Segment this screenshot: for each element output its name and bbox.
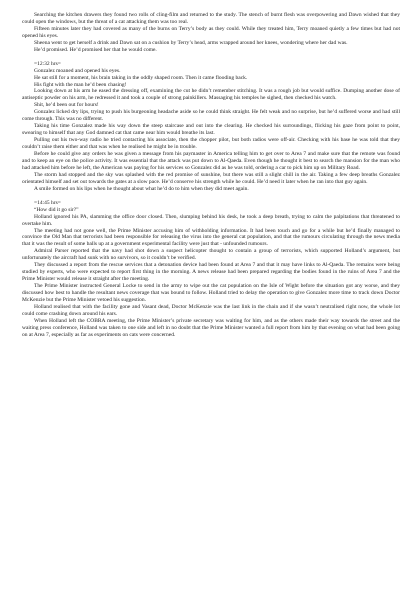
body-paragraph: “How did it go sir?” (34, 206, 79, 213)
body-paragraph: When Holland left the COBRA meeting, the Prime Minister’s private secretary was waiting for him, and as the others made their way towards the street and the waiting press conference, Holland was taken to one side and left in no doubt that the Prime Minister wanted a full report from him by that evening on what had been going on at Area 7, especially as far as experiments on cats were concerned. (22, 317, 400, 338)
body-paragraph: Pulling out his two-way radio he tried contacting his associate, then the chopper pilot, but both radios were off-air. Checking with his base he was told that they couldn’t raise them either and that was when he realised he might be in trouble. (22, 137, 400, 151)
document-page (22, 12, 400, 339)
body-paragraph: Holland ignored his PA, slamming the office door closed. Then, slumping behind his desk, he took a deep breath, trying to calm the palpitations that threatened to overtake him. (22, 213, 400, 227)
timestamp-heading: =12:32 hrs= (34, 60, 61, 67)
section-break (22, 54, 400, 61)
body-paragraph: He’d promised. He’d promised her that he would come. (34, 46, 157, 53)
body-paragraph: Looking down at his arm he eased the dressing off, examining the cut he didn’t remember stitching. It was a rough job but would suffice. Dumping another dose of antiseptic powder on his arm, he redressed it and took a couple of strong painkillers. Massaging his temples he sighed, then checked his watch. (22, 88, 400, 102)
body-paragraph: Admiral Parser reported that the navy had shot down a suspect helicopter thought to contain a group of terrorists, which supported Holland’s argument, but unfortunately the aircraft had sunk with no survivors, so it couldn’t be verified. (22, 248, 400, 262)
body-paragraph: The storm had stopped and the sky was splashed with the red promise of sunshine, but there was still a slight chill in the air. Taking a few deep breaths Gonzalez orientated himself and set out towards the gates at a slow pace. He’d conserve his strength while he could. He’d need it later when he ran into that guy again. (22, 171, 400, 185)
body-paragraph: The meeting had not gone well, the Prime Minister accusing him of withholding information. It had been touch and go for a while but he’d finally managed to convince the Old Man that terrorists had been responsible for releasing the virus into the general cat population, and that the rumours circulating through the news media that it was the result of some balls up at a government experimental facility were just that - unfounded rumours. (22, 227, 400, 248)
body-paragraph: His fight with the man he’d been chasing! (34, 81, 127, 88)
body-paragraph: Before he could give any orders he was given a message from his paymaster in America telling him to get over to Area 7 and make sure that the remote was found and to keep an eye on the police activity. It was essential that the attack was put down to Al-Qaeda. Even though he thought it best to search the mansion for the man who had attacked him before he left, the American was paying for his services so Gonzalez did as he was told, ordering a car to pick him up on Military Road. (22, 151, 400, 171)
body-paragraph: They discussed a report from the rescue services that a detonation device had been found at Area 7 and that it may have links to Al-Qaeda. The remains were being studied by experts, who were expected to report first thing in the morning. A news release had been prepared regarding the bodies found in the ruins of Area 7 and the Prime Minister would release it straight after the meeting. (22, 262, 400, 283)
body-paragraph: Shit, he’d been out for hours! (34, 102, 99, 109)
body-paragraph: The Prime Minister instructed General Locke to send in the army to wipe out the cat population on the Isle of Wight before the situation got any worse, and they discussed how best to handle the resultant news coverage that was bound to follow. Holland tried to delay the operation to give Gonzalez more time to track down Doctor McKenzie but the Prime Minister vetoed his suggestion. (22, 283, 400, 304)
body-paragraph: He sat still for a moment, his brain taking in the oddly shaped room. Then it came flooding back. (34, 74, 248, 81)
section-break (22, 193, 400, 200)
body-paragraph: Gonzalez moaned and opened his eyes. (34, 67, 121, 74)
timestamp-heading: =14:45 hrs= (34, 199, 61, 206)
body-paragraph: Gonzalez licked dry lips, trying to push his burgeoning headache aside so he could think straight. He felt weak and no surprise, but he’d suffered worse and had still come through. This was no different. (22, 109, 400, 123)
body-paragraph: Sheena went to get herself a drink and Dawn sat on a cushion by Terry’s head, arms wrapped around her knees, wondering where her dad was. (34, 39, 348, 46)
body-paragraph: Holland realised that with the facility gone and Vasant dead, Doctor McKenzie was the last link in the chain and if she wasn’t neutralised right now, the whole lot could come crashing down around his ears. (22, 304, 400, 317)
body-paragraph: Taking his time Gonzalez made his way down the steep staircase and out into the clearing. He checked his surroundings, flicking his gaze from point to point, swearing to himself that any God damned cat that came near him would breathe its last. (22, 123, 400, 137)
body-paragraph: Searching the kitchen drawers they found two rolls of cling-film and returned to the study. The stench of burnt flesh was overpowering and Dawn wished that they could open the windows, but the threat of a cat attacking them was too real. (22, 12, 400, 25)
body-paragraph: A smile formed on his lips when he thought about what he’d do to him when they did meet again. (34, 185, 249, 192)
body-paragraph: Fifteen minutes later they had covered as many of the burns on Terry’s body as they could. While they treated him, Terry moaned quietly a few times but had not opened his eyes. (22, 25, 400, 39)
